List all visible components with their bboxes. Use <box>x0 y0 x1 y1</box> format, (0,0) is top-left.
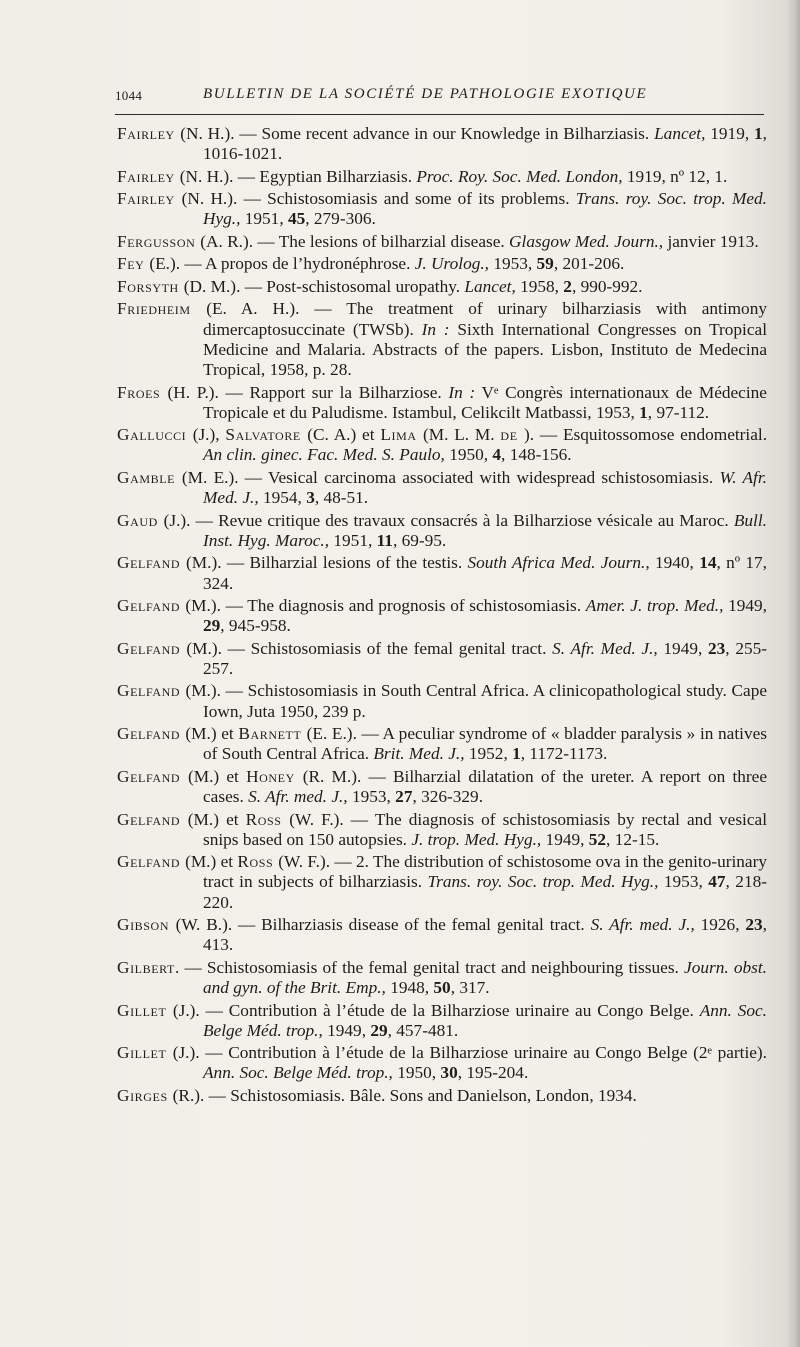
entry-text: , 945-958. <box>220 616 291 636</box>
entry-text: (M.). — The diagnosis and prognosis of schistosomiasis. <box>185 596 586 616</box>
bibliography-entry <box>117 124 767 164</box>
entry-text: 1953, <box>658 872 709 892</box>
volume-number: 11 <box>376 530 393 550</box>
entry-text: 1949, <box>541 829 589 849</box>
header-rule <box>115 114 764 115</box>
entry-text: (E. A. H.). — The treatment of urinary bilharziasis with antimony dimercaptosuccinate (TWSb). <box>203 299 767 339</box>
author-name: Fairley <box>117 189 182 209</box>
author-name: Gelfand <box>117 852 186 872</box>
entry-text: 1951, <box>240 209 288 229</box>
page-edge-shadow <box>786 0 800 1347</box>
author-name: Gamble <box>117 467 182 487</box>
author-name: Gelfand <box>117 553 187 573</box>
entry-text: 1953, <box>489 254 537 274</box>
entry-text: 1948, <box>385 978 434 998</box>
running-title: BULLETIN DE LA SOCIÉTÉ DE PATHOLOGIE EXOTIQUE <box>203 86 648 102</box>
author-name: Gelfand <box>117 809 188 829</box>
entry-text: (R.). — Schistosomiasis. Bâle. Sons and Danielson, London, 1934. <box>172 1085 637 1105</box>
entry-text: (J.). — Contribution à l’étude de la Bilharziose urinaire au Congo Belge. <box>172 1000 700 1020</box>
bibliography-entry <box>117 511 767 551</box>
entry-text: 1919, <box>705 124 755 143</box>
bibliography-entry <box>117 299 767 380</box>
bibliography-entry <box>117 553 767 593</box>
entry-text: (J.). — Revue critique des travaux consacrés à la Bilharziose vésicale au Maroc. <box>163 510 734 530</box>
entry-text: (M. E.). — Vesical carcinoma associated with widespread schistosomiasis. <box>181 467 720 487</box>
entry-text: , 69-95. <box>392 530 447 550</box>
entry-text: 1919, nº 12, 1. <box>622 166 728 186</box>
entry-text: 1953, <box>347 787 396 807</box>
author-name: Forsyth <box>117 276 184 296</box>
author-name: Gaud <box>117 510 164 530</box>
bibliography-entry <box>117 468 767 508</box>
page-number: 1044 <box>115 88 143 103</box>
author-name: Barnett <box>238 724 307 744</box>
entry-text: 1952, <box>464 744 513 764</box>
author-name: Froes <box>117 382 168 402</box>
bibliography-entry <box>117 277 767 297</box>
journal-title: Lancet, <box>464 276 516 296</box>
journal-title: W. Afr. Med. J., <box>203 467 767 508</box>
entry-text: , 48-51. <box>314 488 369 508</box>
journal-title: J. Urolog., <box>414 254 489 274</box>
journal-title: Glasgow Med. Journ., <box>509 231 664 251</box>
bibliography-entry <box>117 810 767 850</box>
entry-text: , 195-204. <box>457 1063 529 1083</box>
author-name: Honey <box>246 766 303 786</box>
entry-text: , 457-481. <box>387 1020 459 1040</box>
entry-text: , 12-15. <box>606 829 660 849</box>
author-name: Fey <box>117 254 150 274</box>
entry-text: (M.) et <box>185 724 239 744</box>
entry-text: (J.), <box>192 425 226 445</box>
entry-text: , 1172-1173. <box>520 744 608 764</box>
author-name: Gelfand <box>117 766 188 786</box>
entry-text: janvier 1913. <box>663 231 759 251</box>
entry-text: , 279-306. <box>305 209 376 229</box>
journal-title: Ann. Soc. Belge Méd. trop., <box>203 1000 768 1040</box>
journal-title: Trans. roy. Soc. trop. Med. Hyg., <box>203 189 767 229</box>
volume-number: 52 <box>588 829 607 849</box>
bibliography-entry <box>117 639 767 679</box>
bibliography-entry <box>117 1086 767 1106</box>
entry-text: (N. H.). — Egyptian Bilharziasis. <box>179 166 417 186</box>
journal-title: S. Afr. med. J., <box>590 915 695 935</box>
bibliography-entry <box>117 767 767 807</box>
journal-title: S. Afr. Med. J., <box>552 638 658 658</box>
entry-text: Vᵉ Congrès internationaux de Médecine Tropicale et du Paludisme. Istambul, Celikcilt Matbassi, 1953, <box>203 382 767 422</box>
volume-number: 1 <box>639 402 648 422</box>
journal-title: Trans. roy. Soc. trop. Med. Hyg., <box>427 872 659 892</box>
journal-title: In : <box>448 382 476 402</box>
volume-number: 45 <box>287 209 306 229</box>
volume-number: 14 <box>699 553 717 573</box>
volume-number: 59 <box>536 254 554 274</box>
volume-number: 1 <box>512 744 521 764</box>
author-name: Gelfand <box>117 681 186 701</box>
entry-text: (M.). — Schistosomiasis of the femal genital tract. <box>186 638 553 658</box>
author-name: Gallucci <box>117 425 193 445</box>
entry-text: 1940, <box>649 553 700 573</box>
entry-text: 1926, <box>694 915 746 935</box>
author-name: Gibson <box>117 915 176 935</box>
bibliography-entry <box>117 425 767 465</box>
journal-title: Journ. obst. and gyn. of the Brit. Emp., <box>203 957 767 998</box>
entry-text: (C. A.) et <box>307 425 381 445</box>
entry-text: , 317. <box>450 978 490 998</box>
journal-title: Proc. Roy. Soc. Med. London, <box>416 166 623 186</box>
entry-text: (M.). — Schistosomiasis in South Central Africa. A clinicopathological study. Cape Iown, Juta 1950, 239 p. <box>185 681 768 721</box>
entry-text: 1950, <box>392 1063 441 1083</box>
volume-number: 4 <box>492 445 502 465</box>
entry-text: (D. M.). — Post-schistosomal uropathy. <box>183 276 465 296</box>
entry-text: (R. M.). — Bilharzial dilatation of the ureter. A report on three cases. <box>203 766 767 807</box>
author-name: de <box>500 425 525 445</box>
entry-text: 1958, <box>515 276 564 296</box>
entry-text: , 1016-1021. <box>203 124 767 164</box>
entry-text: (A. R.). — The lesions of bilharzial disease. <box>200 231 510 251</box>
author-name: Fergusson <box>117 231 201 251</box>
bibliography-entry <box>117 596 767 636</box>
entry-text: , 148-156. <box>501 445 572 465</box>
bibliography-entry <box>117 254 767 274</box>
volume-number: 29 <box>203 616 221 636</box>
volume-number: 1 <box>754 124 763 143</box>
entry-text: (W. F.). — The diagnosis of schistosomiasis by rectal and vesical snips based on 150 autopsies. <box>203 809 767 849</box>
bibliography-entry <box>117 724 767 764</box>
entry-text: (N. H.). — Some recent advance in our Knowledge in Bilharziasis. <box>180 124 655 143</box>
journal-title: Ann. Soc. Belge Méd. trop., <box>203 1063 393 1083</box>
entry-text: (J.). — Contribution à l’étude de la Bilharziose urinaire au Congo Belge (2ᵉ partie). <box>172 1043 768 1063</box>
author-name: Lima <box>380 425 424 445</box>
entry-text: , 97-112. <box>647 402 710 422</box>
volume-number: 23 <box>745 915 763 935</box>
volume-number: 27 <box>395 787 413 807</box>
entry-text: , 255-257. <box>203 638 767 678</box>
entry-text: Sixth International Congresses on Tropical Medicine and Malaria. Abstracts of the papers. Lisbon, Instituto de Medecina Tropical, 1958, p. 28. <box>203 319 767 380</box>
running-header <box>115 84 765 108</box>
entry-text: 1949, <box>657 638 709 658</box>
bibliography-list <box>117 124 767 1108</box>
author-name: Gillet <box>117 1000 173 1020</box>
entry-text: (M.) et <box>187 809 246 829</box>
entry-text: (W. F.). — 2. The distribution of schistosome ova in the genito-urinary tract in subjects of bilharziasis. <box>203 852 768 892</box>
bibliography-entry <box>117 232 767 252</box>
entry-text: , 990-992. <box>571 276 643 296</box>
entry-text: (M.) et <box>185 852 238 872</box>
volume-number: 29 <box>370 1020 388 1040</box>
bibliography-entry <box>117 167 767 187</box>
author-name: Fairley <box>117 166 180 186</box>
volume-number: 30 <box>440 1063 458 1083</box>
entry-text: , 218-220. <box>203 872 767 912</box>
entry-text: 1954, <box>258 488 307 508</box>
entry-text: (M. L. M. <box>423 425 501 445</box>
journal-title: Lancet, <box>654 124 706 143</box>
volume-number: 47 <box>708 872 726 892</box>
bibliography-entry <box>117 189 767 229</box>
entry-text: 1949, <box>322 1020 371 1040</box>
author-name: Gelfand <box>117 724 186 744</box>
author-name: Fairley <box>117 124 181 143</box>
entry-text: . — Schistosomiasis of the femal genital tract and neighbouring tissues. <box>174 957 685 977</box>
volume-number: 50 <box>433 978 451 998</box>
entry-text: (E. E.). — A peculiar syndrome of « bladder paralysis » in natives of South Central Africa. <box>203 724 767 764</box>
author-name: Gilbert <box>117 957 175 977</box>
entry-text: (M.). — Bilharzial lesions of the testis. <box>186 553 468 573</box>
bibliography-entry <box>117 958 767 998</box>
entry-text: , nº 17, 324. <box>203 553 768 593</box>
author-name: Gelfand <box>117 596 186 616</box>
entry-text: (M.) et <box>187 766 247 786</box>
bibliography-entry <box>117 1043 767 1083</box>
journal-title: J. trop. Med. Hyg., <box>411 829 542 849</box>
bibliography-entry <box>117 383 767 423</box>
journal-title: Bull. Inst. Hyg. Maroc., <box>203 510 767 550</box>
journal-title: Amer. J. trop. Med., <box>585 596 724 616</box>
volume-number: 23 <box>708 638 726 658</box>
author-name: Girges <box>117 1085 173 1105</box>
journal-title: South Africa Med. Journ., <box>467 553 650 573</box>
author-name: Gelfand <box>117 638 187 658</box>
author-name: Ross <box>237 852 279 872</box>
entry-text: , 413. <box>203 915 767 955</box>
bibliography-entry <box>117 852 767 913</box>
volume-number: 2 <box>563 276 572 296</box>
author-name: Gillet <box>117 1043 173 1063</box>
entry-text: 1949, <box>723 596 768 616</box>
bibliography-entry <box>117 915 767 955</box>
entry-text: (W. B.). — Bilharziasis disease of the femal genital tract. <box>175 915 591 935</box>
journal-title: In : <box>421 319 450 339</box>
journal-title: S. Afr. med. J., <box>248 787 348 807</box>
entry-text: , 326-329. <box>412 787 484 807</box>
entry-text: ). — Esquitossomose endometrial. <box>524 425 768 445</box>
journal-title: An clin. ginec. Fac. Med. S. Paulo, <box>203 445 445 465</box>
author-name: Ross <box>245 809 290 829</box>
entry-text: (H. P.). — Rapport sur la Bilharziose. <box>167 382 449 402</box>
entry-text: 1950, <box>444 445 493 465</box>
entry-text: 1951, <box>329 530 377 550</box>
bibliography-entry <box>117 681 767 721</box>
author-name: Salvatore <box>225 425 308 445</box>
entry-text: (E.). — A propos de l’hydronéphrose. <box>149 254 415 274</box>
entry-text: (N. H.). — Schistosomiasis and some of its problems. <box>181 189 576 209</box>
entry-text: , 201-206. <box>553 254 625 274</box>
journal-title: Brit. Med. J., <box>373 744 465 764</box>
bibliography-entry <box>117 1001 767 1041</box>
author-name: Friedheim <box>117 299 207 319</box>
volume-number: 3 <box>306 488 315 508</box>
